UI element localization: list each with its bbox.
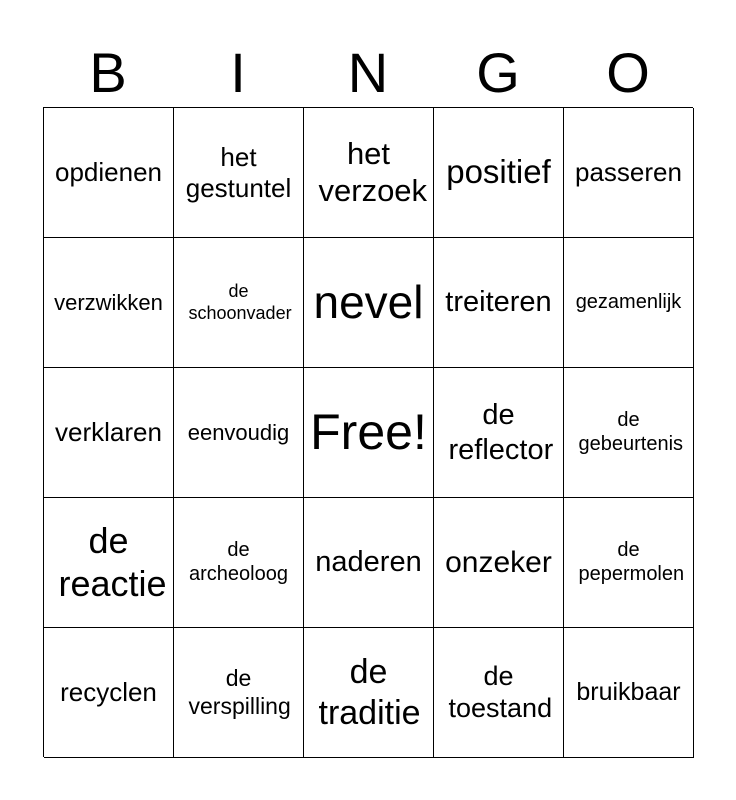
bingo-cell[interactable] <box>304 108 434 238</box>
cell-text: Free! <box>310 404 427 460</box>
cell-text: de gebeurtenis <box>578 408 684 455</box>
header-letter-i: I <box>230 41 246 104</box>
cell-text: de verspilling <box>188 665 291 719</box>
bingo-cell[interactable] <box>564 498 694 628</box>
header-letter-o: O <box>606 41 650 104</box>
cell-text: recyclen <box>60 677 157 708</box>
cell-text: de reactie <box>58 520 167 604</box>
bingo-cell[interactable] <box>44 368 174 498</box>
free-space[interactable] <box>304 368 434 498</box>
bingo-cell[interactable] <box>564 108 694 238</box>
cell-text: treiteren <box>445 286 552 319</box>
cell-text: de schoonvader <box>188 281 292 323</box>
bingo-cell[interactable] <box>174 368 304 498</box>
bingo-cell[interactable] <box>434 628 564 758</box>
bingo-cell[interactable] <box>174 498 304 628</box>
bingo-board <box>43 107 693 757</box>
bingo-cell[interactable] <box>304 238 434 368</box>
cell-text: het gestuntel <box>185 141 292 203</box>
bingo-cell[interactable] <box>44 498 174 628</box>
bingo-cell[interactable] <box>434 498 564 628</box>
bingo-cell[interactable] <box>434 238 564 368</box>
cell-text: de toestand <box>448 660 553 723</box>
cell-text: positief <box>446 153 551 191</box>
cell-text: opdienen <box>55 157 162 188</box>
bingo-cell[interactable] <box>174 238 304 368</box>
cell-text: de archeoloog <box>189 538 288 585</box>
cell-text: passeren <box>575 157 682 188</box>
cell-text: de reflector <box>448 399 554 466</box>
bingo-cell[interactable] <box>564 628 694 758</box>
bingo-cell[interactable] <box>44 628 174 758</box>
bingo-cell[interactable] <box>44 238 174 368</box>
bingo-cell[interactable] <box>434 368 564 498</box>
cell-text: het verzoek <box>318 135 428 208</box>
cell-text: bruikbaar <box>576 677 681 706</box>
header-letter-n: N <box>347 41 389 104</box>
header-letter-g: G <box>476 41 520 104</box>
bingo-cell[interactable] <box>564 238 694 368</box>
cell-text: naderen <box>315 546 422 579</box>
cell-text: onzeker <box>445 545 552 579</box>
cell-text: gezamenlijk <box>575 290 682 313</box>
cell-text: de traditie <box>318 653 421 732</box>
header-letter-b: B <box>89 41 127 104</box>
bingo-cell[interactable] <box>174 108 304 238</box>
bingo-cell[interactable] <box>564 368 694 498</box>
cell-text: eenvoudig <box>187 419 290 445</box>
bingo-cell[interactable] <box>304 628 434 758</box>
cell-text: verklaren <box>55 417 162 448</box>
bingo-cell[interactable] <box>174 628 304 758</box>
cell-text: verzwikken <box>54 289 163 315</box>
bingo-header <box>43 38 693 108</box>
bingo-cell[interactable] <box>304 498 434 628</box>
cell-text: nevel <box>313 276 424 329</box>
bingo-cell[interactable] <box>44 108 174 238</box>
cell-text: de pepermolen <box>578 538 685 585</box>
bingo-cell[interactable] <box>434 108 564 238</box>
